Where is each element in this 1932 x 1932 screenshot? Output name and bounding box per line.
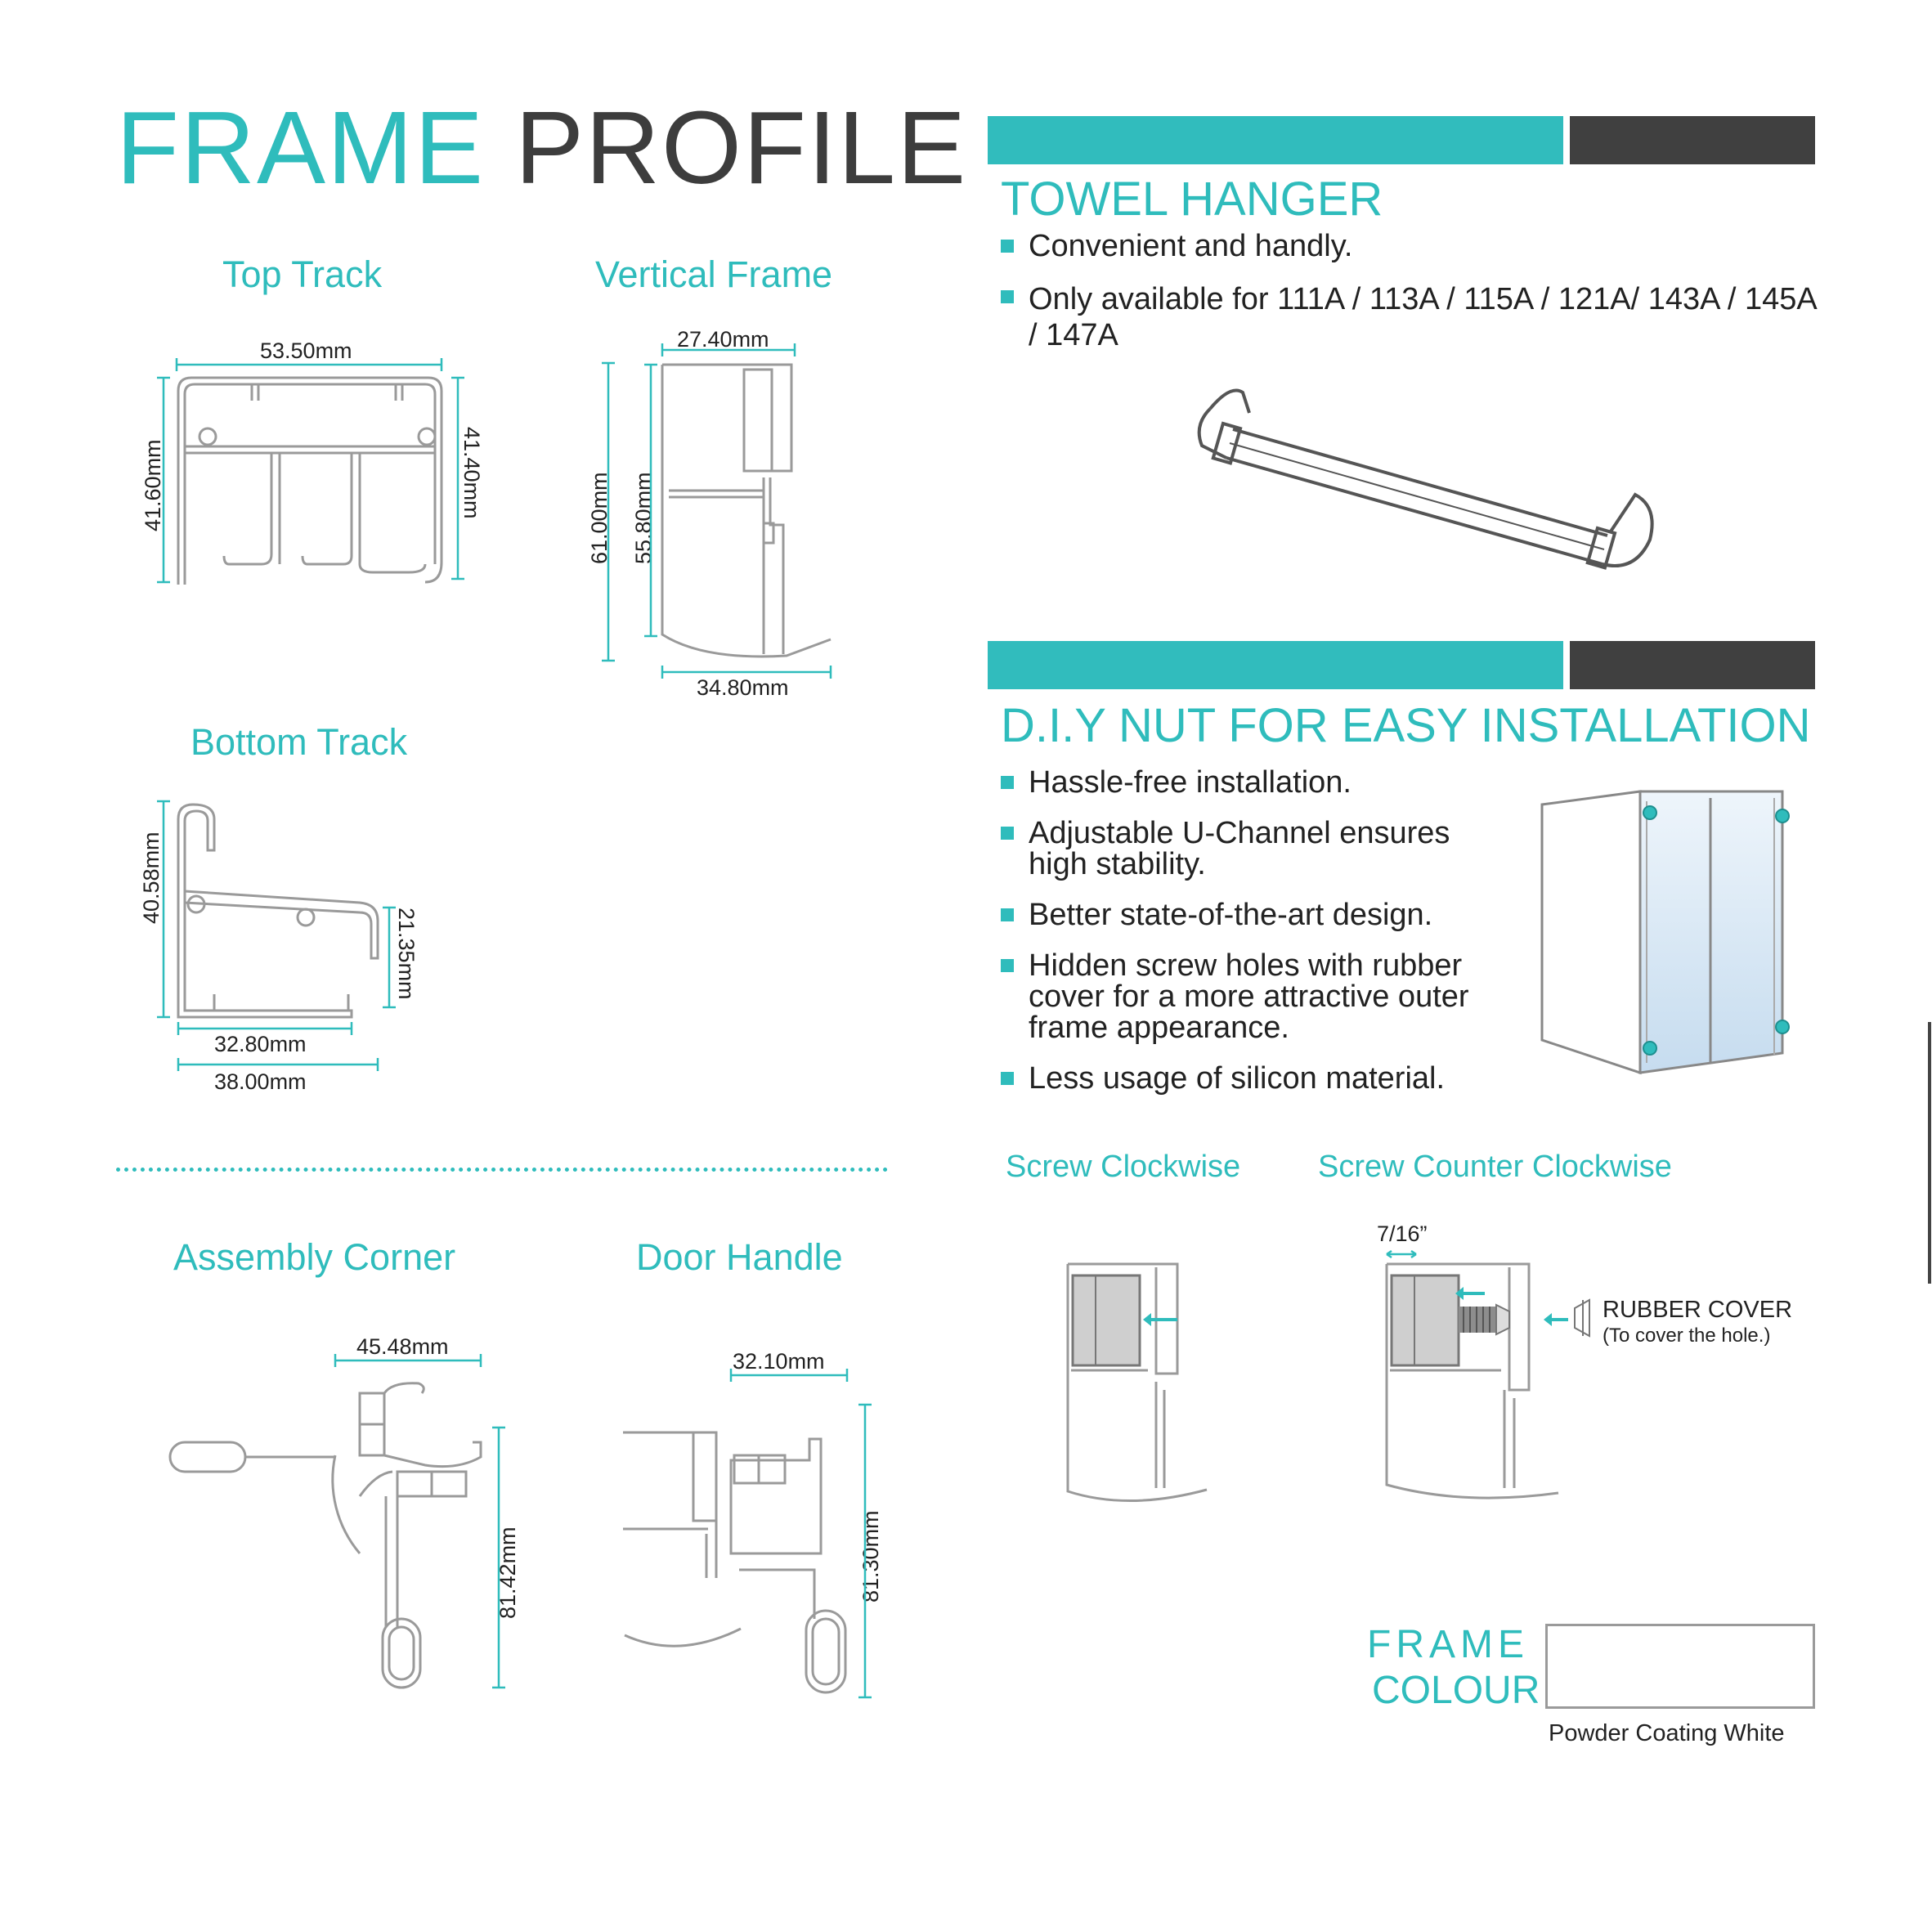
list-item: Hidden screw holes with rubber cover for a more attractive outer frame appearance. — [1001, 950, 1485, 1043]
vertical-frame-bottom-width: 34.80mm — [697, 675, 789, 700]
door-handle-title: Door Handle — [636, 1236, 843, 1278]
assembly-corner-title: Assembly Corner — [173, 1236, 456, 1278]
vertical-frame-outer-height: 61.00mm — [587, 472, 612, 564]
assembly-corner-width: 45.48mm — [356, 1334, 449, 1359]
top-track-title: Top Track — [222, 253, 383, 295]
frame-colour-label-line1: FRAME — [1367, 1623, 1529, 1666]
rubber-cover-note: (To cover the hole.) — [1603, 1325, 1771, 1347]
top-track-left-height: 41.60mm — [141, 439, 165, 531]
diy-nut-title: D.I.Y NUT FOR EASY INSTALLATION — [1001, 699, 1811, 752]
list-item: Only available for 111A / 113A / 115A / 121A/ 143A / 145A / 147A — [1001, 281, 1818, 353]
top-track-right-height: 41.40mm — [459, 427, 484, 519]
screw-measure: 7/16” — [1377, 1222, 1428, 1246]
list-item: Less usage of silicon material. — [1001, 1063, 1485, 1094]
vertical-frame-top-width: 27.40mm — [677, 327, 769, 352]
door-handle-height: 81.30mm — [858, 1510, 883, 1603]
list-item: Hassle-free installation. — [1001, 767, 1485, 798]
door-handle-width: 32.10mm — [733, 1349, 825, 1374]
bottom-track-title: Bottom Track — [191, 721, 408, 763]
bottom-track-right-height: 21.35mm — [394, 908, 419, 1000]
title-profile: PROFILE — [515, 90, 968, 205]
top-track-width: 53.50mm — [260, 338, 352, 363]
list-item: Adjustable U-Channel ensures high stability. — [1001, 818, 1485, 880]
title-frame: FRAME — [116, 90, 485, 205]
frame-colour-value: Powder Coating White — [1549, 1720, 1785, 1746]
assembly-corner-height: 81.42mm — [495, 1526, 520, 1619]
rubber-cover-label: RUBBER COVER — [1603, 1297, 1793, 1323]
edge-mark — [1928, 1022, 1931, 1284]
bottom-track-outer-width: 38.00mm — [214, 1069, 307, 1094]
list-item: Better state-of-the-art design. — [1001, 899, 1485, 930]
list-item: Convenient and handly. — [1001, 231, 1818, 262]
bottom-track-height: 40.58mm — [139, 832, 164, 924]
vertical-frame-title: Vertical Frame — [595, 253, 833, 295]
screw-counter-clockwise-label: Screw Counter Clockwise — [1318, 1150, 1672, 1184]
bottom-track-inner-width: 32.80mm — [214, 1032, 307, 1056]
frame-colour-swatch — [1545, 1624, 1815, 1709]
towel-hanger-title: TOWEL HANGER — [1001, 173, 1383, 226]
vertical-frame-inner-height: 55.80mm — [631, 472, 656, 564]
screw-clockwise-label: Screw Clockwise — [1006, 1150, 1241, 1184]
frame-colour-label-line2: COLOUR — [1372, 1669, 1540, 1712]
